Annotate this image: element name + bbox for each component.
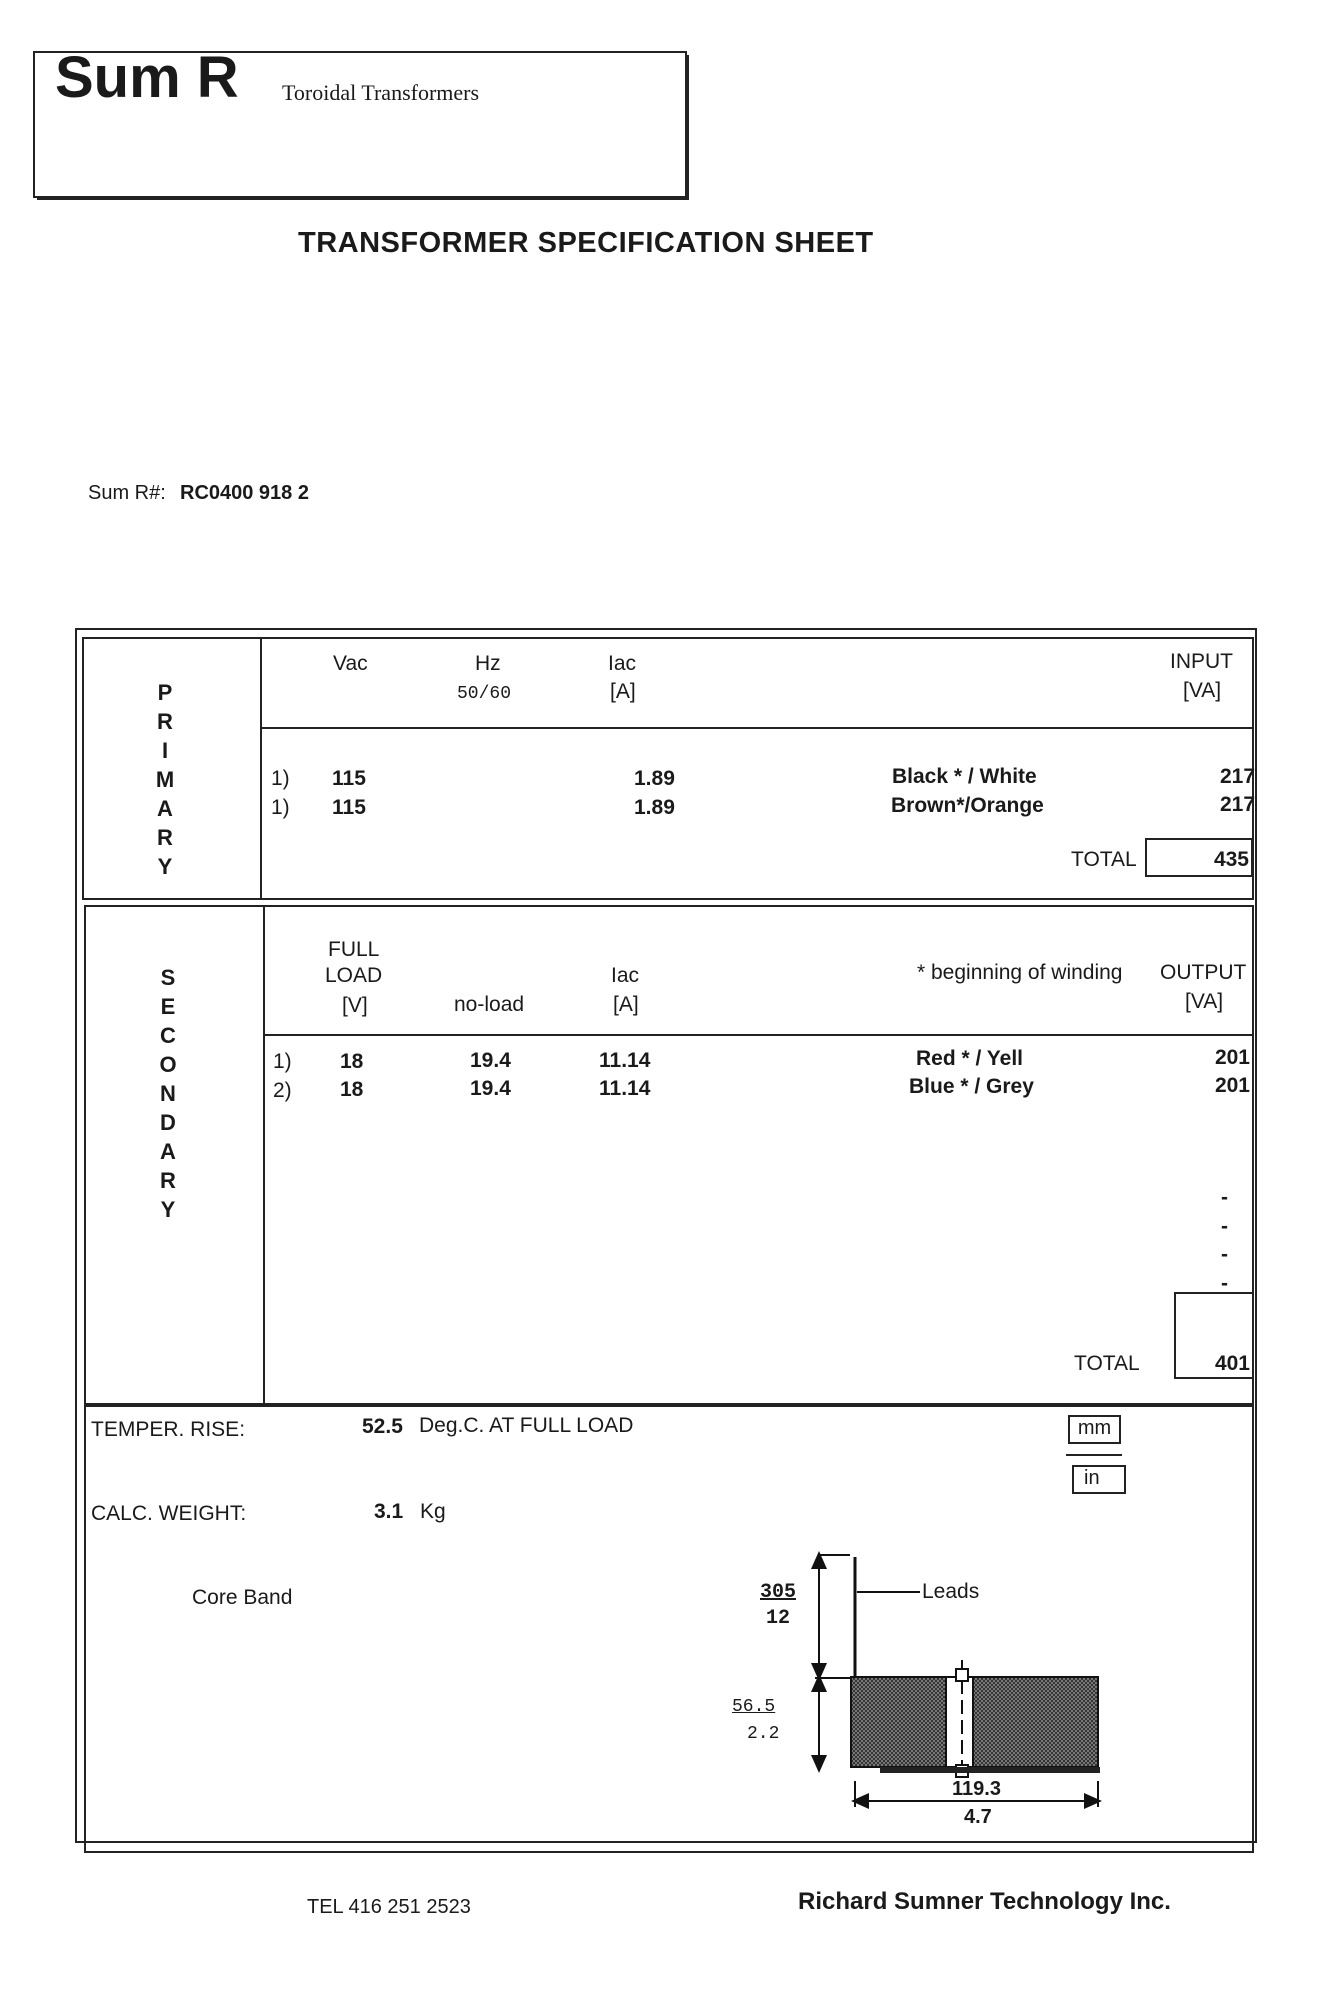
secondary-row-1-v: 18 [340,1050,364,1073]
temper-rise-unit: Deg.C. AT FULL LOAD [419,1414,634,1437]
bolt-top-washer [956,1669,968,1681]
secondary-header-iac: Iac [611,964,640,987]
part-number: RC0400 918 2 [180,482,309,504]
diameter-mm: 119.3 [952,1778,1001,1800]
secondary-header-v-unit: [V] [342,994,368,1017]
diameter-in: 4.7 [964,1806,992,1828]
primary-row-2-vac: 115 [332,796,366,819]
secondary-header-load: LOAD [325,964,383,987]
secondary-row-2-va: 201 [1214,1074,1250,1097]
header-box-shadow-bottom [37,197,689,200]
calc-weight-value: 3.1 [374,1500,404,1523]
secondary-total-value: 401 [1214,1352,1250,1375]
leads-length-mm: 305 [760,1581,797,1604]
secondary-row-2-leads: Blue * / Grey [909,1075,1034,1098]
header-box-shadow-right [686,55,689,200]
primary-row-2-iac: 1.89 [634,796,675,819]
temper-rise-value: 52.5 [362,1415,403,1438]
primary-row-1-iac: 1.89 [634,767,675,790]
secondary-row-2-noload: 19.4 [470,1077,511,1100]
toroid-left-half [851,1677,946,1767]
primary-header-iac: Iac [608,652,637,675]
primary-header-vac: Vac [333,652,368,675]
primary-header-input: INPUT [1170,650,1233,673]
secondary-header-output: OUTPUT [1160,961,1247,984]
secondary-header-output-unit: [VA] [1185,990,1224,1013]
secondary-empty-va-2: - [1221,1215,1228,1238]
secondary-empty-va-3: - [1221,1243,1228,1266]
toroid-center-hole [946,1677,973,1767]
calc-weight-unit: Kg [420,1500,446,1523]
leads-length-in: 12 [766,1607,791,1630]
primary-row-1-index: 1) [271,767,290,790]
unit-mm-label: mm [1077,1417,1112,1439]
primary-row-1-leads: Black * / White [892,765,1037,788]
primary-header-divider [260,727,1254,729]
secondary-header-iac-unit: [A] [613,993,639,1016]
calc-weight-label: CALC. WEIGHT: [91,1502,247,1525]
secondary-empty-va-4: - [1221,1272,1228,1295]
secondary-empty-va-1: - [1221,1186,1228,1209]
mounting-plate [880,1767,1100,1773]
primary-row-1-vac: 115 [332,767,366,790]
leads-label: Leads [922,1580,980,1603]
secondary-header-noload: no-load [454,993,525,1016]
page-title: TRANSFORMER SPECIFICATION SHEET [298,227,874,259]
part-number-label: Sum R#: [88,482,166,504]
secondary-side-label: S E C O N D A R Y [159,965,177,1222]
secondary-header-full: FULL [328,938,380,961]
primary-header-input-unit: [VA] [1183,679,1222,702]
primary-header-iac-unit: [A] [610,680,636,703]
secondary-label-divider [263,905,265,1405]
primary-row-1-va: 217 [1220,765,1256,788]
primary-header-hz-value: 50/60 [457,684,512,704]
secondary-row-1-iac: 11.14 [599,1049,651,1072]
footer-telephone: TEL 416 251 2523 [307,1896,471,1918]
secondary-row-1-leads: Red * / Yell [916,1047,1023,1070]
primary-total-value: 435 [1213,848,1249,871]
primary-header-hz: Hz [475,652,501,675]
footer-company: Richard Sumner Technology Inc. [798,1888,1171,1915]
secondary-row-1-noload: 19.4 [470,1049,511,1072]
temper-rise-label: TEMPER. RISE: [91,1418,246,1441]
toroid-right-half [973,1677,1098,1767]
secondary-row-2-iac: 11.14 [599,1077,651,1100]
primary-side-label: P R I M A R Y [155,680,175,879]
unit-in-label: in [1084,1467,1100,1489]
primary-row-2-index: 1) [271,796,290,819]
core-band-label: Core Band [192,1586,293,1609]
primary-row-2-va: 217 [1220,793,1256,816]
brand-tagline: Toroidal Transformers [282,80,480,105]
secondary-row-1-va: 201 [1214,1046,1250,1069]
secondary-row-2-v: 18 [340,1078,364,1101]
secondary-row-2-index: 2) [273,1079,292,1102]
primary-total-label: TOTAL [1071,848,1137,871]
secondary-total-label: TOTAL [1074,1352,1140,1375]
secondary-row-1-index: 1) [273,1050,292,1073]
primary-row-2-leads: Brown*/Orange [891,794,1044,817]
unit-divider [1066,1454,1122,1456]
height-in: 2.2 [747,1724,780,1744]
secondary-header-note: * beginning of winding [917,961,1123,984]
primary-label-divider [260,637,262,900]
height-mm: 56.5 [732,1697,776,1717]
brand-name: Sum R [55,45,239,110]
secondary-header-divider [263,1034,1254,1036]
